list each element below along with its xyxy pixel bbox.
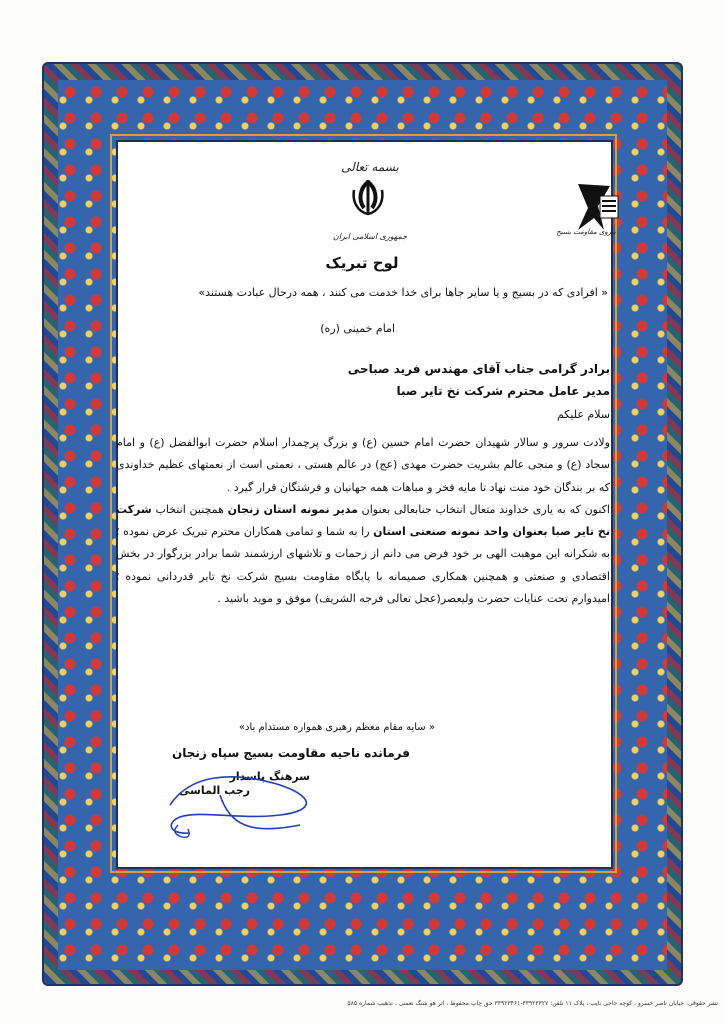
signatory-title: فرمانده ناحیه مقاومت بسیج سپاه زنجان: [171, 746, 410, 760]
recipient-position: مدیر عامل محترم شرکت نخ تایر صبا: [396, 384, 610, 398]
closing-phrase: « سایه مقام معظم رهبری همواره مستدام باد»: [238, 722, 435, 733]
publisher-footer: نشر حقوقی: خیابان ناصر خسرو ، کوچه حاجی نایب ، پلاک ۱۱ تلفن: ۳۳۹۲۳۳۲۷-۳۳۹۲۳۴۶۱ حق چاپ محفوظ ، اثر هو شنگ نعمتی ، تذهیب شماره ۵۸۵: [347, 1000, 718, 1007]
quote-source: امام خمینی (ره): [320, 322, 395, 335]
republic-name: جمهوری اسلامی ایران: [332, 232, 408, 241]
letter-body: [116, 432, 610, 610]
certificate-title: لوح تبریک: [325, 254, 399, 272]
greeting: سلام علیکم: [556, 408, 610, 421]
signatory-name: رجب الماسی: [178, 784, 250, 797]
handwritten-signature: [160, 755, 330, 845]
highlight-text: شرکت نخ تایر صبا بعنوان واحد نمونه صنعتی استان: [116, 502, 610, 539]
body-text: همچنین انتخاب: [151, 502, 228, 516]
signatory-rank: سرهنگ پاسدار: [229, 770, 310, 783]
recipient-name: برادر گرامی جناب آقای مهندس فرید صباحی: [347, 362, 610, 376]
body-paragraph-2: [116, 499, 610, 610]
org-name: نیروی مقاومت بسیج: [556, 228, 616, 236]
body-text: را به شما و تمامی همکاران محترم تبریک عرض نموده ؛ به شکرانه این موهبت الهی بر خود فرض می دانم از زحمات و تلاشهای ارزشمند شما برادر بزرگوار در بخش اقتصادی و صنعتی و همچنین همکاری صمیمانه با پایگاه مقاومت بسیج شرکت نخ تایر قدردانی نموده ؛ امیدوارم تحت عنایات حضرت ولیعصر(عجل تعالی فرجه الشریف) موفق و موید باشید .: [116, 525, 610, 606]
highlight-text: مدیر نمونه استان زنجان: [227, 502, 358, 516]
basmala-text: بسمه تعالی: [341, 160, 399, 174]
iran-emblem-icon: [338, 160, 398, 230]
body-paragraph-1: ولادت سرور و سالار شهیدان حضرت امام حسین (ع) و بزرگ پرچمدار اسلام حضرت ابوالفضل (ع) و امام سجاد (ع) و منجی عالم بشریت حضرت مهدی (عج) در عالم هستی ، نعمتی است از نعمتهای عظیم خداوندی که بر بندگان خود منت نهاد تا مایه فخر و مباهات همه جهانیان و فرشتگان قرار گیرد .: [116, 436, 610, 494]
body-text: اکنون که به یاری خداوند متعال انتخاب جنابعالی بعنوان: [357, 502, 610, 516]
quote-text: « افرادی که در بسیج و یا سایر جاها برای خدا خدمت می کنند ، همه درحال عبادت هستند»: [198, 286, 608, 299]
